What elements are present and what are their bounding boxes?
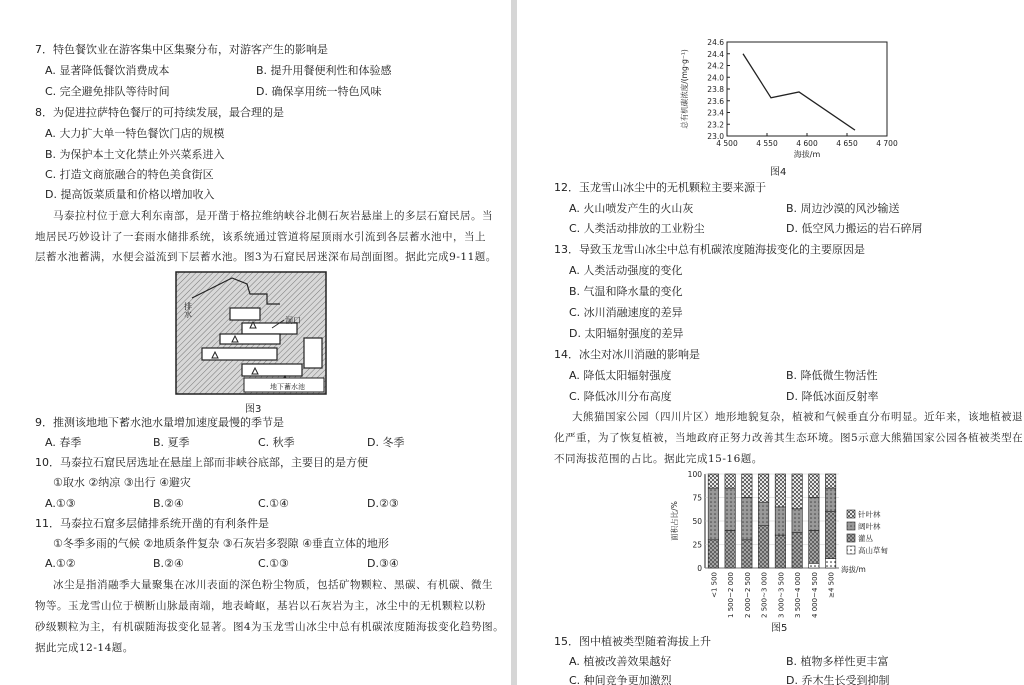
passage1-line: 地居民巧妙设计了一套雨水储排系统，该系统通过管道将屋顶雨水引流到各层蓄水池中，当上 xyxy=(35,231,486,243)
q10-stem: 10．马泰拉石窟民居选址在悬崖上部而非峡谷底部，主要目的是方便 xyxy=(35,456,368,469)
legend-label: 灌丛 xyxy=(858,534,873,543)
legend-swatch xyxy=(847,546,855,554)
q14-stem: 14．冰尘对冰川消融的影响是 xyxy=(554,348,700,361)
q7-stem: 7．特色餐饮业在游客集中区集聚分布，对游客产生的影响是 xyxy=(35,43,328,56)
bar-segment xyxy=(792,474,802,509)
y-tick-label: 23.4 xyxy=(707,108,724,118)
bar-segment xyxy=(708,540,718,568)
x-category-label: <1 500 xyxy=(710,572,719,598)
x-tick-label: 4 650 xyxy=(836,139,858,148)
q15-option-a: A. 植被改善效果越好 xyxy=(569,655,672,668)
legend-swatch xyxy=(847,534,855,542)
q14-option-a: A. 降低太阳辐射强度 xyxy=(569,369,672,382)
q12-option-c: C. 人类活动排放的工业粉尘 xyxy=(569,222,705,235)
x-category-label: 4 000~4 500 xyxy=(810,572,819,618)
y-tick-label: 24.4 xyxy=(707,49,724,59)
x-tick-label: 4 550 xyxy=(756,139,778,148)
passage1-line: 马泰拉村位于意大利东南部，是开凿于格拉维纳峡谷北侧石灰岩悬崖上的多层石窟民居。当 xyxy=(53,210,493,222)
q9-option-b: B. 夏季 xyxy=(153,436,190,449)
legend-label: 高山草甸 xyxy=(858,546,888,555)
q10-numbered-options: ①取水 ②纳凉 ③出行 ④避灾 xyxy=(53,476,191,489)
q10-option-d: D.②③ xyxy=(367,497,399,510)
bar-segment xyxy=(742,498,752,540)
bar-segment xyxy=(825,559,835,568)
y-tick-label: 23.8 xyxy=(707,85,724,94)
figure-4-line-chart xyxy=(677,34,902,162)
label-underground-pool: 地下蓄水池 xyxy=(270,383,305,391)
bar-segment xyxy=(809,474,819,498)
bar-segment xyxy=(758,474,768,502)
q14-option-b: B. 降低微生物活性 xyxy=(786,369,878,382)
q8-option-d: D. 提高饭菜质量和价格以增加收入 xyxy=(45,188,215,201)
bar-segment xyxy=(758,526,768,568)
q9-option-d: D. 冬季 xyxy=(367,436,405,449)
bar-segment xyxy=(725,488,735,530)
q13-option-a: A. 人类活动强度的变化 xyxy=(569,264,683,277)
q7-option-a: A. 显著降低餐饮消费成本 xyxy=(45,64,170,77)
bar-segment xyxy=(809,530,819,563)
q12-option-d: D. 低空风力搬运的岩石碎屑 xyxy=(786,222,923,235)
x-category-label: ≥4 500 xyxy=(827,572,836,598)
q15-option-c: C. 种间竞争更加激烈 xyxy=(569,674,672,685)
y-tick-label: 23.2 xyxy=(707,120,724,130)
legend-label: 阔叶林 xyxy=(858,522,881,531)
figure-4-caption: 图4 xyxy=(770,167,787,178)
x-category-label: 2 000~2 500 xyxy=(743,572,752,618)
bar-segment xyxy=(792,532,802,568)
bar-segment xyxy=(792,509,802,533)
toc-concentration-line xyxy=(743,54,855,130)
q14-option-c: C. 降低冰川分布高度 xyxy=(569,390,672,403)
q11-option-b: B.②④ xyxy=(153,557,184,570)
bar-segment xyxy=(708,474,718,488)
q13-option-d: D. 太阳辐射强度的差异 xyxy=(569,327,684,340)
x-tick-label: 4 500 xyxy=(716,139,738,148)
right-page xyxy=(517,0,1024,685)
q13-option-b: B. 气温和降水量的变化 xyxy=(569,285,683,298)
bar-segment xyxy=(725,530,735,568)
figure-5-stacked-bar-chart xyxy=(665,468,905,618)
passage2-line: 物等。玉龙雪山位于横断山脉最南端，地表崎岖，基岩以石灰岩为主，冰尘中的无机颗粒以粉 xyxy=(35,600,486,612)
plot-frame xyxy=(727,42,887,136)
bar-segment xyxy=(742,540,752,568)
bar-segment xyxy=(825,512,835,559)
q8-option-b: B. 为保护本土文化禁止外兴菜系进入 xyxy=(45,148,225,161)
bar-segment xyxy=(775,507,785,535)
q9-option-c: C. 秋季 xyxy=(258,436,295,449)
bar-segment xyxy=(825,474,835,488)
bar-segment xyxy=(825,488,835,512)
legend-label: 针叶林 xyxy=(858,510,881,519)
passage2-line: 冰尘是指消融季大量聚集在冰川表面的深色粉尘物质，包括矿物颗粒、黑碳、有机碳、微生 xyxy=(53,579,493,591)
q15-option-d: D. 乔木生长受到抑制 xyxy=(786,674,890,685)
x-category-label: 3 500~4 000 xyxy=(794,572,803,618)
q8-stem: 8．为促进拉萨特色餐厅的可持续发展，最合理的是 xyxy=(35,106,284,119)
y-tick-label: 100 xyxy=(687,470,702,479)
bar-segment xyxy=(775,474,785,507)
q7-option-b: B. 提升用餐便利性和体验感 xyxy=(256,64,392,77)
q11-option-a: A.①② xyxy=(45,557,76,570)
legend-swatch xyxy=(847,510,855,518)
q10-option-c: C.①④ xyxy=(258,497,289,510)
bar-segment xyxy=(742,474,752,498)
y-tick-label: 75 xyxy=(692,493,702,503)
q9-stem: 9．推测该地地下蓄水池水量增加速度最慢的季节是 xyxy=(35,416,284,429)
x-axis-label: 海拔/m xyxy=(793,150,821,159)
q12-option-a: A. 火山喷发产生的火山灰 xyxy=(569,202,694,215)
q15-option-b: B. 植物多样性更丰富 xyxy=(786,655,889,668)
q14-option-d: D. 降低冰面反射率 xyxy=(786,390,879,403)
passage2-line: 据此完成12-14题。 xyxy=(35,642,134,654)
y-tick-label: 24.6 xyxy=(707,38,724,47)
label-drain: 排水 xyxy=(183,302,193,318)
q11-stem: 11．马泰拉石窟多层储排系统开凿的有利条件是 xyxy=(35,517,269,530)
passage3-line: 化严重，为了恢复植被，当地政府正努力改善其生态环境。图5示意大熊猫国家公园各植被类型在 xyxy=(554,432,1024,444)
x-category-label: 1 500~2 000 xyxy=(727,572,736,618)
q15-stem: 15．图中植被类型随着海拔上升 xyxy=(554,635,711,648)
y-tick-label: 23.6 xyxy=(707,96,724,106)
y-axis-label: 总有机碳浓度/(mg·g⁻¹) xyxy=(680,49,689,129)
q10-option-a: A.①③ xyxy=(45,497,76,510)
figure-5-caption: 图5 xyxy=(771,623,788,634)
bar-segment xyxy=(708,488,718,540)
y-tick-label: 25 xyxy=(692,540,702,550)
y-tick-label: 50 xyxy=(692,517,702,526)
passage3-line: 不同海拔范围的占比。据此完成15-16题。 xyxy=(554,453,763,465)
q7-option-c: C. 完全避免排队等待时间 xyxy=(45,85,170,98)
legend-swatch xyxy=(847,522,855,530)
bar-segment xyxy=(809,563,819,568)
left-page xyxy=(0,0,511,685)
x-axis-label: 海拔/m xyxy=(841,565,866,574)
q11-option-c: C.①③ xyxy=(258,557,289,570)
q13-option-c: C. 冰川消融速度的差异 xyxy=(569,306,683,319)
figure-3-cave-section xyxy=(172,268,342,398)
bar-segment xyxy=(809,498,819,531)
q13-stem: 13．导致玉龙雪山冰尘中总有机碳浓度随海拔变化的主要原因是 xyxy=(554,243,865,256)
q11-option-d: D.③④ xyxy=(367,557,399,570)
y-tick-label: 24.0 xyxy=(707,73,724,83)
y-tick-label: 24.2 xyxy=(707,61,724,71)
passage3-line: 大熊猫国家公园（四川片区）地形地貌复杂，植被和气候垂直分布明显。近年来，该地植被退 xyxy=(572,411,1023,423)
q7-option-d: D. 确保享用统一特色风味 xyxy=(256,85,382,98)
bar-segment xyxy=(775,535,785,568)
bar-segment xyxy=(758,502,768,526)
passage1-line: 层蓄水池蓄满，水便会溢流到下层蓄水池。图3为石窟民居迷深布局剖面图。据此完成9-11题。 xyxy=(35,251,497,263)
y-axis-label: 面积占比/% xyxy=(670,501,679,541)
figure-3-caption: 图3 xyxy=(245,404,262,415)
q8-option-a: A. 大力扩大单一特色餐饮门店的规模 xyxy=(45,127,225,140)
y-tick-label: 23.0 xyxy=(707,132,724,141)
x-tick-label: 4 600 xyxy=(796,139,818,148)
q10-option-b: B.②④ xyxy=(153,497,184,510)
q12-option-b: B. 周边沙漠的风沙输送 xyxy=(786,202,900,215)
passage2-line: 砂级颗粒为主，有机碳随海拔变化显著。图4为玉龙雪山冰尘中总有机碳浓度随海拔变化趋势图。 xyxy=(35,621,505,633)
x-category-label: 2 500~3 000 xyxy=(760,572,769,618)
q8-option-c: C. 打造文商旅融合的特色美食街区 xyxy=(45,168,214,181)
x-tick-label: 4 700 xyxy=(876,139,898,148)
bar-segment xyxy=(725,474,735,488)
q11-numbered-options: ①冬季多雨的气候 ②地质条件复杂 ③石灰岩多裂隙 ④垂直立体的地形 xyxy=(53,537,389,550)
y-tick-label: 0 xyxy=(697,564,702,573)
label-cave-opening: 洞口 xyxy=(285,316,301,325)
x-category-label: 3 000~3 500 xyxy=(777,572,786,618)
q12-stem: 12．玉龙雪山冰尘中的无机颗粒主要来源于 xyxy=(554,181,766,194)
q9-option-a: A. 春季 xyxy=(45,436,82,449)
